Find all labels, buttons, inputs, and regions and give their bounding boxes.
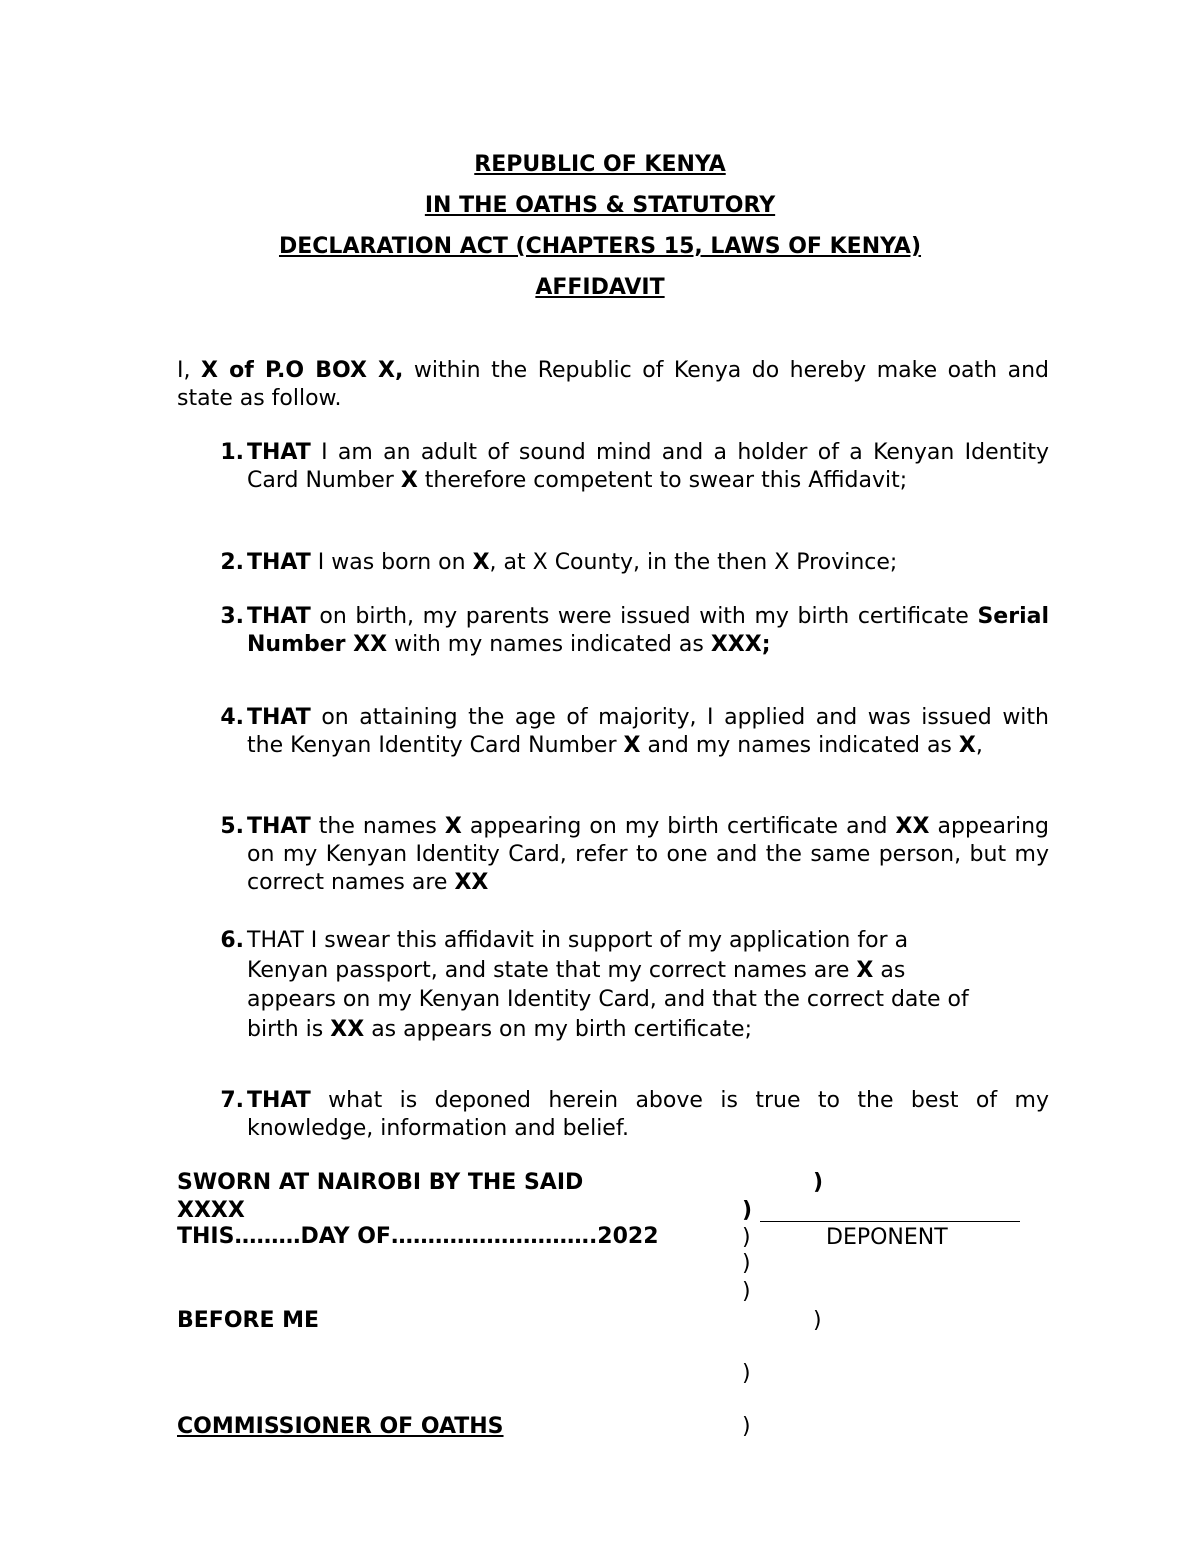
item-text: birth is [247, 1016, 331, 1042]
item-number: 5. [220, 814, 244, 839]
deponent-name: XXXX [177, 1198, 245, 1223]
header-act-title-2: DECLARATION ACT (CHAPTERS 15, LAWS OF KENYA) [278, 234, 922, 259]
item-text: appears on my Kenyan Identity Card, and that the correct date of [247, 987, 969, 1012]
bracket: ) [742, 1225, 751, 1250]
item-text: Kenyan passport, and state that my correct names are [247, 957, 857, 983]
placeholder-value: X [856, 957, 874, 983]
item-number: 3. [220, 604, 244, 629]
item-text: and my names indicated as [640, 733, 959, 758]
document-title: AFFIDAVIT [535, 275, 665, 300]
signature-line [760, 1221, 1020, 1222]
item-text: , [975, 733, 983, 758]
bracket: ) [742, 1198, 753, 1223]
placeholder-value: X [472, 550, 490, 575]
sworn-at-line: SWORN AT NAIROBI BY THE SAID [177, 1170, 584, 1195]
item-text: appearing on my Kenyan Identity Card, refer to one and the same person, but my correct names are [247, 814, 1049, 895]
placeholder-value: XX [895, 814, 930, 839]
placeholder-value: X [400, 468, 418, 493]
item-text: with my names indicated as [387, 632, 711, 657]
placeholder-value: XX [330, 1016, 365, 1042]
bracket: ) [742, 1251, 751, 1276]
that-keyword: THAT [247, 814, 311, 839]
list-item [247, 704, 1049, 760]
list-item [247, 549, 1049, 577]
item-text: what is deponed herein above is true to the best of my knowledge, information and belief. [247, 1088, 1049, 1141]
bracket: ) [742, 1279, 751, 1304]
item-text: on attaining the age of majority, I applied and was issued with the Kenyan Identity Card Number [247, 705, 1049, 758]
bracket: ) [742, 1414, 751, 1439]
that-keyword: THAT [247, 1088, 311, 1113]
header-act-title-1: IN THE OATHS & STATUTORY [424, 193, 776, 218]
placeholder-value: XX [454, 870, 489, 895]
item-text: the names [310, 814, 445, 839]
item-number: 1. [220, 440, 244, 465]
that-keyword: THAT [247, 604, 311, 629]
list-item [247, 926, 1049, 1044]
placeholder-value: X [623, 733, 641, 758]
item-text: THAT I swear this affidavit in support of my application for a [247, 928, 909, 953]
item-text: on birth, my parents were issued with my birth certificate [310, 604, 978, 629]
list-item [247, 439, 1049, 495]
item-text: I was born on [310, 550, 473, 575]
item-number: 2. [220, 550, 244, 575]
intro-name: X of P.O BOX X, [200, 358, 404, 383]
list-item [247, 603, 1049, 659]
placeholder-value: X [444, 814, 462, 839]
that-keyword: THAT [247, 705, 311, 730]
before-me-label: BEFORE ME [177, 1308, 320, 1333]
list-item [247, 813, 1049, 897]
deponent-label: DEPONENT [826, 1225, 948, 1250]
bracket: ) [813, 1308, 822, 1333]
bracket: ) [742, 1361, 751, 1386]
item-text: appearing on my birth certificate and [461, 814, 896, 839]
item-number: 7. [220, 1088, 244, 1113]
date-line: THIS………DAY OF……………………….2022 [177, 1224, 659, 1249]
serial-number-label: Serial Number XX [247, 604, 1049, 657]
item-text: I am an adult of sound mind and a holder of a Kenyan Identity Card Number [247, 440, 1049, 493]
list-item [247, 1087, 1049, 1143]
placeholder-value: X [958, 733, 976, 758]
intro-rest: within the Republic of Kenya do hereby make oath and state as follow. [177, 358, 1049, 411]
header-republic: REPUBLIC OF KENYA [474, 152, 726, 177]
item-number: 6. [220, 928, 244, 953]
item-text: as appears on my birth certificate; [364, 1016, 753, 1042]
placeholder-value: XXX; [710, 632, 771, 657]
commissioner-label: COMMISSIONER OF OATHS [177, 1414, 504, 1439]
item-number: 4. [220, 705, 244, 730]
that-keyword: THAT [247, 440, 311, 465]
item-text: , at X County, in the then X Province; [489, 550, 898, 575]
that-keyword: THAT [247, 550, 311, 575]
intro-lead: I, [177, 358, 201, 383]
item-text: therefore competent to swear this Affidavit; [417, 468, 908, 493]
intro-paragraph [177, 357, 1049, 413]
item-text: as [873, 957, 906, 983]
bracket: ) [813, 1170, 824, 1195]
